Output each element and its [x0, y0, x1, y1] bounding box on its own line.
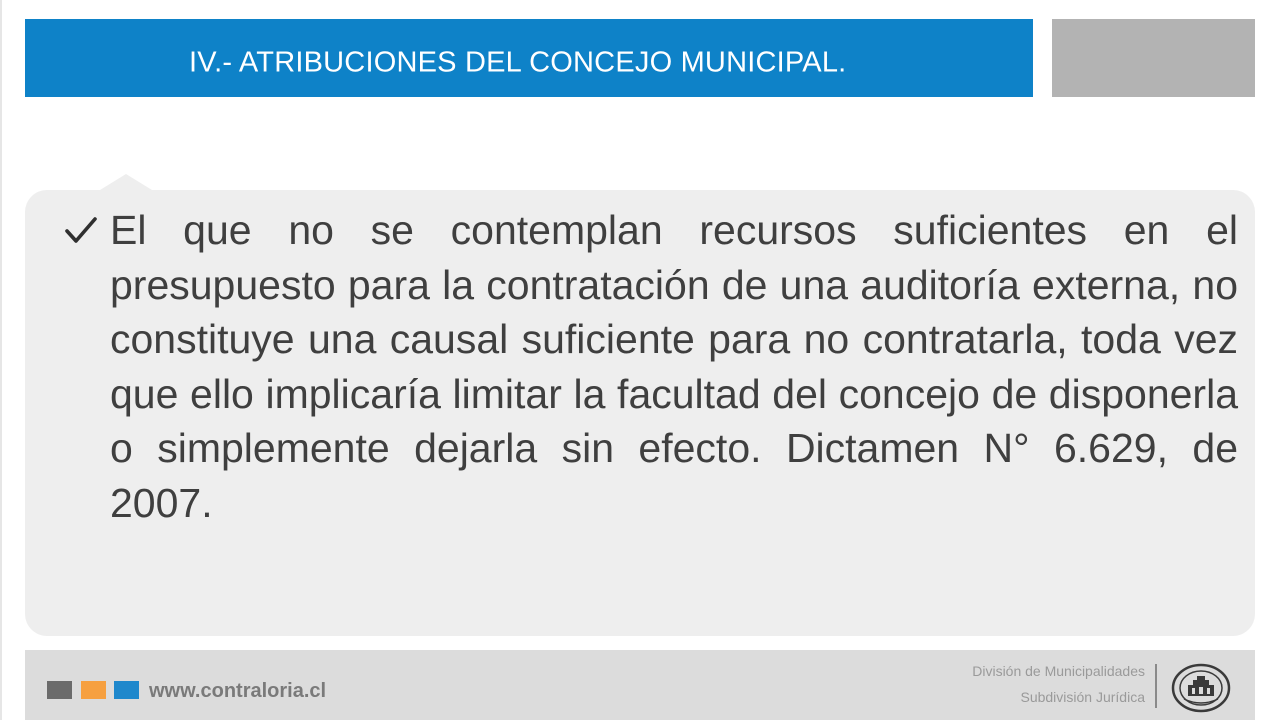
footer-square-blue [114, 681, 139, 699]
contraloria-seal-icon [1170, 663, 1232, 713]
footer-square-gray [47, 681, 72, 699]
header-accent-block [1052, 19, 1255, 97]
bullet-text: El que no se contemplan recursos suficientes en el presupuesto para la contratación de una auditoría externa, no constituye una causal suficiente para no contratarla, toda vez que ello implicaría limitar la facultad del concejo de disponerla o simplemente dejarla sin efecto. Dictamen N° 6.629, de 2007. [110, 207, 1238, 526]
subdivision-label: Subdivisión Jurídica [1020, 689, 1145, 705]
checkmark-icon [63, 212, 99, 248]
slide-edge-line [0, 0, 2, 720]
slide-title: IV.- ATRIBUCIONES DEL CONCEJO MUNICIPAL. [189, 46, 847, 79]
footer-square-orange [81, 681, 106, 699]
title-bar [25, 19, 1033, 97]
website-link[interactable]: www.contraloria.cl [149, 680, 327, 702]
content-panel-notch [100, 174, 152, 190]
division-label: División de Municipalidades [972, 663, 1145, 679]
footer-divider [1155, 664, 1157, 708]
